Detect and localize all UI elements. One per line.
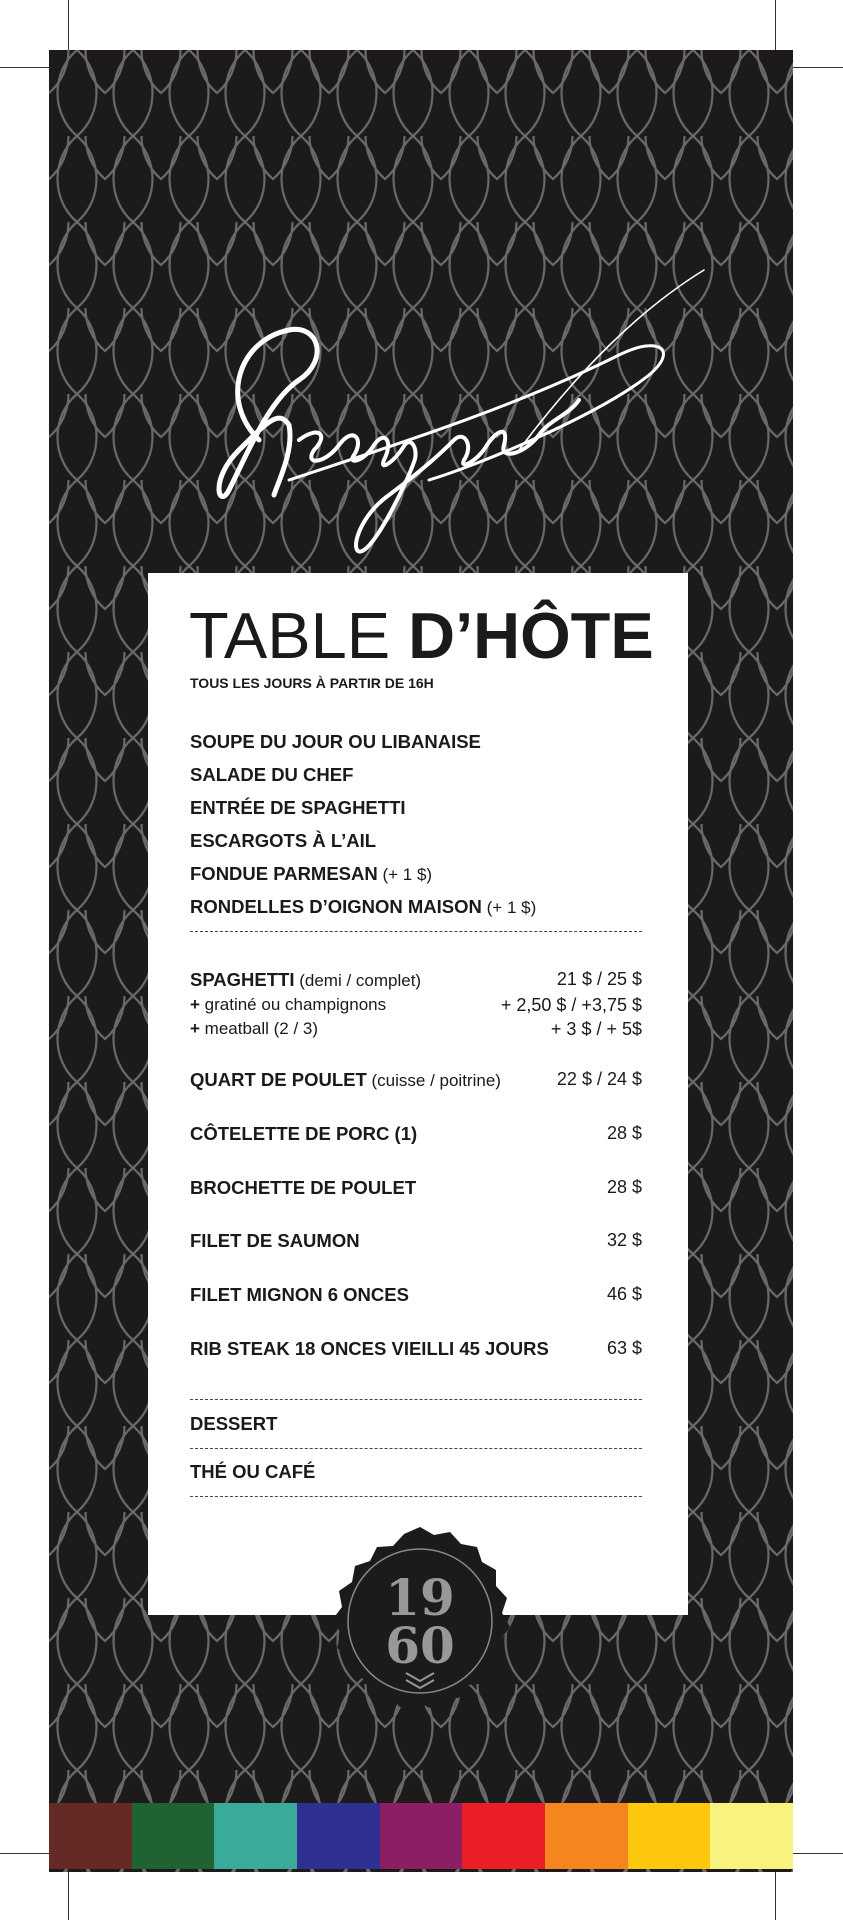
price: 46 $ — [606, 1284, 642, 1304]
color-swatch — [710, 1803, 793, 1869]
menu-item: FILET MIGNON 6 ONCES 46 $ — [190, 1284, 642, 1305]
starter-item: SALADE DU CHEF — [190, 764, 354, 785]
price: + 3 $ / + 5$ — [550, 1019, 642, 1039]
georges-logo — [179, 250, 709, 570]
price: + 2,50 $ / +3,75 $ — [500, 995, 642, 1015]
menu-item-spaghetti: SPAGHETTI (demi / complet) 21 $ / 25 $ — [190, 969, 642, 990]
price: 21 $ / 25 $ — [556, 969, 642, 989]
price: 63 $ — [606, 1338, 642, 1358]
color-swatch — [628, 1803, 711, 1869]
crop-mark — [68, 1865, 69, 1920]
crop-mark — [775, 1865, 776, 1920]
price: 32 $ — [606, 1230, 642, 1250]
starter-item: RONDELLES D’OIGNON MAISON (+ 1 $) — [190, 896, 537, 917]
crop-mark — [0, 1853, 55, 1854]
crop-mark — [788, 67, 843, 68]
menu-item: RIB STEAK 18 ONCES VIEILLI 45 JOURS 63 $ — [190, 1338, 642, 1359]
dashed-divider — [190, 1399, 642, 1400]
price: 28 $ — [606, 1177, 642, 1197]
menu-title-light: TABLE — [189, 599, 409, 672]
spaghetti-option: + gratiné ou champignons + 2,50 $ / +3,75 $ — [190, 995, 642, 1015]
menu-item: BROCHETTE DE POULET 28 $ — [190, 1177, 642, 1198]
crop-mark — [0, 67, 55, 68]
starter-item: SOUPE DU JOUR OU LIBANAISE — [190, 731, 481, 752]
dessert-label: DESSERT — [190, 1413, 278, 1434]
color-swatch — [132, 1803, 215, 1869]
menu-item: CÔTELETTE DE PORC (1) 28 $ — [190, 1123, 642, 1144]
1960-badge — [322, 1523, 518, 1719]
starter-list — [190, 725, 642, 923]
price: 22 $ / 24 $ — [556, 1069, 642, 1089]
menu-title-bold: D’HÔTE — [408, 599, 654, 672]
color-swatch — [297, 1803, 380, 1869]
crop-mark — [775, 0, 776, 55]
drink-label: THÉ OU CAFÉ — [190, 1461, 316, 1482]
menu-item: QUART DE POULET (cuisse / poitrine) 22 $ / 24 $ — [190, 1069, 642, 1090]
color-swatch — [462, 1803, 545, 1869]
dashed-divider — [190, 1448, 642, 1449]
price: 28 $ — [606, 1123, 642, 1143]
menu-subtitle: TOUS LES JOURS À PARTIR DE 16H — [190, 675, 434, 691]
crop-mark — [788, 1853, 843, 1854]
color-swatch — [214, 1803, 297, 1869]
badge-year-bottom: 60 — [385, 1616, 455, 1675]
badge-year-top: 19 — [385, 1568, 455, 1627]
menu-item: FILET DE SAUMON 32 $ — [190, 1230, 642, 1251]
menu-title — [189, 601, 654, 671]
spaghetti-option: + meatball (2 / 3) + 3 $ / + 5$ — [190, 1019, 642, 1039]
dashed-divider — [190, 931, 642, 932]
color-swatch — [380, 1803, 463, 1869]
color-swatch — [545, 1803, 628, 1869]
starter-item: ENTRÉE DE SPAGHETTI — [190, 797, 406, 818]
starter-item: ESCARGOTS À L’AIL — [190, 830, 377, 851]
starter-item: FONDUE PARMESAN (+ 1 $) — [190, 863, 433, 884]
color-swatch-bar — [49, 1803, 793, 1869]
table-dhote-card — [148, 573, 688, 1615]
dashed-divider — [190, 1496, 642, 1497]
color-swatch — [49, 1803, 132, 1869]
crop-mark — [68, 0, 69, 55]
